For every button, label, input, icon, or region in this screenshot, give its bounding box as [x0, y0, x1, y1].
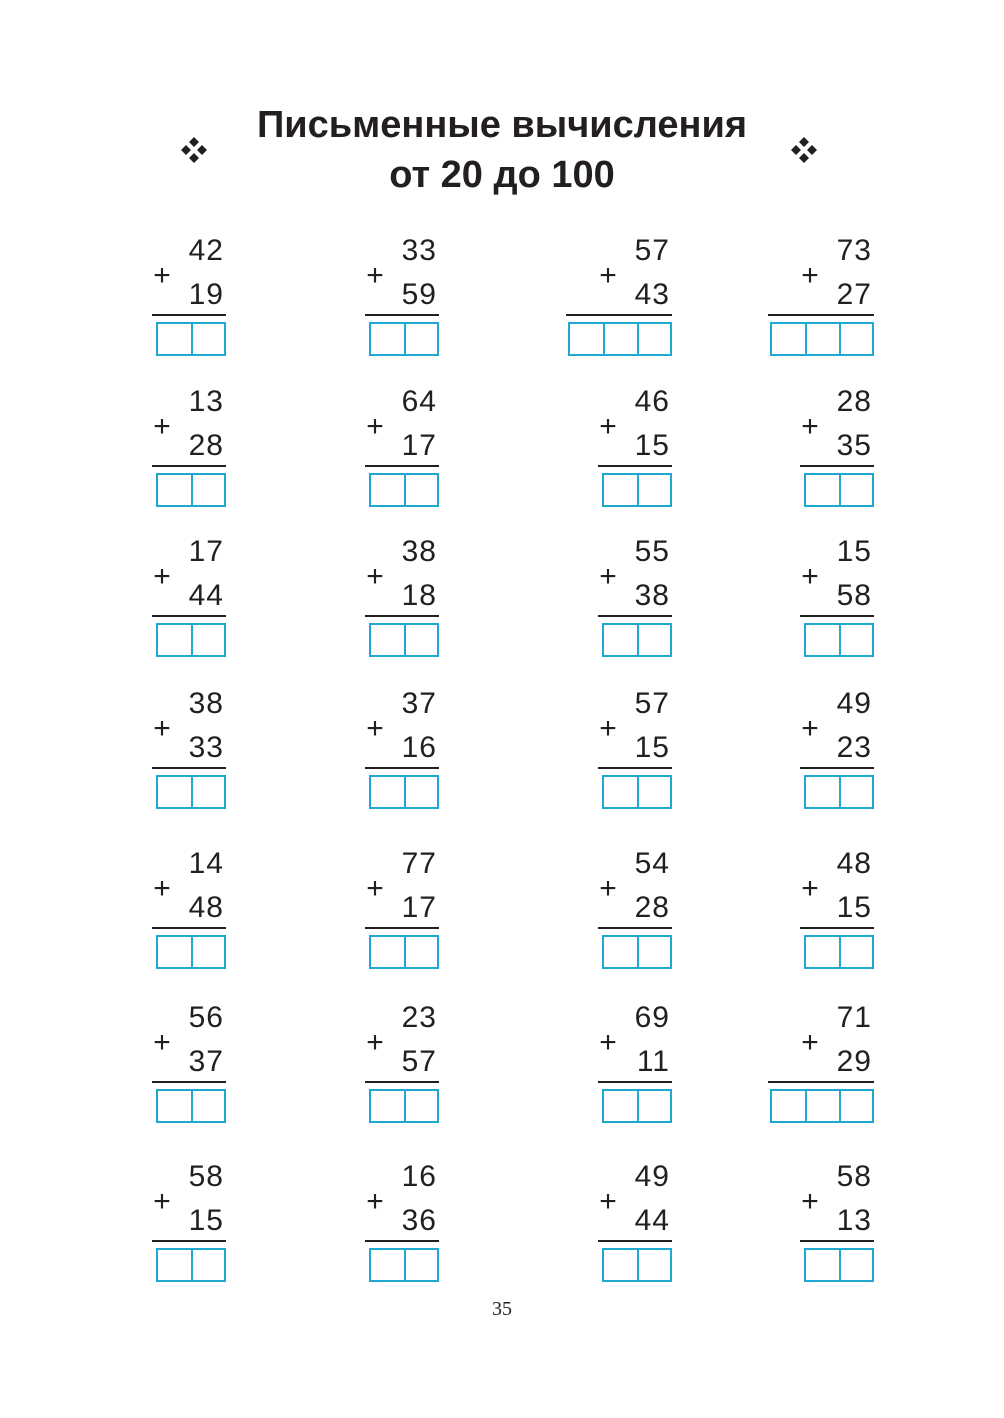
sum-line: [598, 615, 672, 617]
second-addend: 15: [634, 429, 670, 462]
second-addend: 15: [836, 891, 872, 924]
sum-line: [598, 465, 672, 467]
first-addend: 42: [188, 234, 224, 267]
first-addend: 14: [188, 847, 224, 880]
answer-digit-box[interactable]: [637, 1091, 670, 1121]
plus-sign: +: [599, 410, 617, 443]
sum-line: [152, 615, 226, 617]
sum-line: [800, 615, 874, 617]
answer-boxes[interactable]: [156, 473, 226, 507]
addition-problem: [598, 535, 758, 665]
answer-digit-box[interactable]: [158, 777, 191, 807]
plus-sign: +: [801, 1026, 819, 1059]
second-addend: 36: [401, 1204, 437, 1237]
sum-line: [566, 314, 672, 316]
answer-digit-box[interactable]: [158, 324, 191, 354]
second-addend: 28: [188, 429, 224, 462]
answer-digit-box[interactable]: [772, 1091, 805, 1121]
answer-digit-box[interactable]: [603, 324, 636, 354]
second-addend: 28: [634, 891, 670, 924]
second-addend: 15: [188, 1204, 224, 1237]
answer-boxes[interactable]: [804, 473, 874, 507]
answer-boxes[interactable]: [369, 322, 439, 356]
second-addend: 16: [401, 731, 437, 764]
answer-digit-box[interactable]: [570, 324, 603, 354]
sum-line: [365, 465, 439, 467]
answer-digit-box[interactable]: [604, 937, 637, 967]
first-addend: 64: [401, 385, 437, 418]
answer-digit-box[interactable]: [806, 777, 839, 807]
answer-digit-box[interactable]: [191, 1250, 224, 1280]
answer-boxes[interactable]: [156, 935, 226, 969]
second-addend: 43: [634, 278, 670, 311]
answer-digit-box[interactable]: [371, 324, 404, 354]
addition-problem: [365, 1001, 525, 1131]
addition-problem: [598, 687, 758, 817]
answer-digit-box[interactable]: [404, 777, 437, 807]
answer-digit-box[interactable]: [191, 475, 224, 505]
plus-sign: +: [153, 1026, 171, 1059]
answer-digit-box[interactable]: [839, 1250, 872, 1280]
second-addend: 44: [188, 579, 224, 612]
first-addend: 58: [188, 1160, 224, 1193]
plus-sign: +: [366, 1026, 384, 1059]
answer-digit-box[interactable]: [404, 475, 437, 505]
plus-sign: +: [153, 872, 171, 905]
addition-problem: [152, 1160, 312, 1290]
second-addend: 59: [401, 278, 437, 311]
answer-boxes[interactable]: [602, 935, 672, 969]
answer-digit-box[interactable]: [158, 1250, 191, 1280]
first-addend: 77: [401, 847, 437, 880]
answer-digit-box[interactable]: [604, 625, 637, 655]
answer-boxes[interactable]: [568, 322, 672, 356]
second-addend: 17: [401, 429, 437, 462]
plus-sign: +: [366, 259, 384, 292]
addition-problem: [365, 687, 525, 817]
plus-sign: +: [801, 872, 819, 905]
sum-line: [800, 465, 874, 467]
answer-boxes[interactable]: [156, 623, 226, 657]
second-addend: 57: [401, 1045, 437, 1078]
second-addend: 37: [188, 1045, 224, 1078]
second-addend: 48: [188, 891, 224, 924]
first-addend: 46: [634, 385, 670, 418]
answer-digit-box[interactable]: [604, 1250, 637, 1280]
first-addend: 58: [836, 1160, 872, 1193]
sum-line: [152, 1081, 226, 1083]
answer-boxes[interactable]: [369, 775, 439, 809]
plus-sign: +: [599, 872, 617, 905]
sum-line: [598, 767, 672, 769]
sum-line: [598, 927, 672, 929]
addition-problem: [800, 385, 960, 515]
answer-digit-box[interactable]: [404, 937, 437, 967]
answer-digit-box[interactable]: [371, 1091, 404, 1121]
plus-sign: +: [801, 1185, 819, 1218]
first-addend: 56: [188, 1001, 224, 1034]
answer-boxes[interactable]: [156, 775, 226, 809]
addition-problem: [598, 234, 758, 364]
answer-digit-box[interactable]: [839, 1091, 872, 1121]
addition-problem: [152, 687, 312, 817]
answer-boxes[interactable]: [770, 1089, 874, 1123]
second-addend: 18: [401, 579, 437, 612]
answer-digit-box[interactable]: [637, 1250, 670, 1280]
answer-boxes[interactable]: [369, 473, 439, 507]
answer-digit-box[interactable]: [637, 625, 670, 655]
addition-problem: [598, 1160, 758, 1290]
answer-digit-box[interactable]: [371, 937, 404, 967]
second-addend: 17: [401, 891, 437, 924]
answer-digit-box[interactable]: [191, 937, 224, 967]
answer-boxes[interactable]: [369, 935, 439, 969]
addition-problem: [800, 535, 960, 665]
addition-problem: [152, 1001, 312, 1131]
addition-problem: [800, 234, 960, 364]
answer-digit-box[interactable]: [158, 475, 191, 505]
sum-line: [152, 767, 226, 769]
sum-line: [365, 314, 439, 316]
answer-digit-box[interactable]: [806, 1250, 839, 1280]
plus-sign: +: [153, 259, 171, 292]
plus-sign: +: [366, 410, 384, 443]
second-addend: 38: [634, 579, 670, 612]
answer-boxes[interactable]: [602, 1089, 672, 1123]
second-addend: 11: [636, 1045, 670, 1078]
answer-digit-box[interactable]: [191, 625, 224, 655]
first-addend: 69: [634, 1001, 670, 1034]
first-addend: 54: [634, 847, 670, 880]
first-addend: 55: [634, 535, 670, 568]
second-addend: 23: [836, 731, 872, 764]
plus-sign: +: [599, 560, 617, 593]
second-addend: 27: [836, 278, 872, 311]
sum-line: [800, 767, 874, 769]
answer-digit-box[interactable]: [158, 625, 191, 655]
sum-line: [800, 927, 874, 929]
addition-problem: [598, 847, 758, 977]
answer-digit-box[interactable]: [604, 1091, 637, 1121]
answer-digit-box[interactable]: [604, 777, 637, 807]
addition-problem: [152, 535, 312, 665]
plus-sign: +: [153, 560, 171, 593]
second-addend: 13: [836, 1204, 872, 1237]
addition-problem: [152, 234, 312, 364]
answer-boxes[interactable]: [369, 1248, 439, 1282]
addition-problem: [365, 385, 525, 515]
plus-sign: +: [153, 1185, 171, 1218]
first-addend: 17: [188, 535, 224, 568]
answer-digit-box[interactable]: [404, 324, 437, 354]
addition-problem: [365, 234, 525, 364]
answer-digit-box[interactable]: [637, 937, 670, 967]
addition-problem: [365, 1160, 525, 1290]
first-addend: 57: [634, 687, 670, 720]
sum-line: [365, 927, 439, 929]
answer-digit-box[interactable]: [371, 625, 404, 655]
first-addend: 28: [836, 385, 872, 418]
plus-sign: +: [599, 1026, 617, 1059]
first-addend: 33: [401, 234, 437, 267]
sum-line: [598, 1081, 672, 1083]
sum-line: [152, 314, 226, 316]
answer-digit-box[interactable]: [839, 937, 872, 967]
answer-digit-box[interactable]: [404, 625, 437, 655]
plus-sign: +: [599, 1185, 617, 1218]
sum-line: [152, 1240, 226, 1242]
addition-problem: [365, 535, 525, 665]
sum-line: [768, 1081, 874, 1083]
sum-line: [768, 314, 874, 316]
addition-problem: [800, 847, 960, 977]
first-addend: 38: [401, 535, 437, 568]
answer-digit-box[interactable]: [191, 777, 224, 807]
answer-boxes[interactable]: [156, 1248, 226, 1282]
answer-digit-box[interactable]: [806, 937, 839, 967]
answer-boxes[interactable]: [602, 623, 672, 657]
answer-digit-box[interactable]: [839, 625, 872, 655]
addition-problem: [598, 1001, 758, 1131]
answer-boxes[interactable]: [156, 1089, 226, 1123]
plus-sign: +: [366, 712, 384, 745]
sum-line: [365, 615, 439, 617]
answer-digit-box[interactable]: [191, 1091, 224, 1121]
plus-sign: +: [366, 872, 384, 905]
answer-boxes[interactable]: [602, 473, 672, 507]
sum-line: [152, 927, 226, 929]
page-title-line-1: Письменные вычисления: [256, 104, 748, 146]
sum-line: [365, 767, 439, 769]
plus-sign: +: [366, 1185, 384, 1218]
plus-sign: +: [153, 410, 171, 443]
plus-sign: +: [153, 712, 171, 745]
answer-digit-box[interactable]: [637, 777, 670, 807]
answer-digit-box[interactable]: [604, 475, 637, 505]
answer-boxes[interactable]: [804, 935, 874, 969]
answer-boxes[interactable]: [602, 1248, 672, 1282]
addition-problem: [152, 385, 312, 515]
answer-boxes[interactable]: [369, 623, 439, 657]
answer-boxes[interactable]: [770, 322, 874, 356]
answer-boxes[interactable]: [369, 1089, 439, 1123]
answer-digit-box[interactable]: [637, 475, 670, 505]
answer-digit-box[interactable]: [805, 1091, 838, 1121]
answer-digit-box[interactable]: [806, 475, 839, 505]
answer-digit-box[interactable]: [371, 475, 404, 505]
answer-digit-box[interactable]: [805, 324, 838, 354]
answer-digit-box[interactable]: [371, 1250, 404, 1280]
answer-digit-box[interactable]: [772, 324, 805, 354]
second-addend: 29: [836, 1045, 872, 1078]
answer-digit-box[interactable]: [839, 475, 872, 505]
answer-boxes[interactable]: [804, 775, 874, 809]
page-title-line-2: от 20 до 100: [389, 154, 615, 196]
answer-digit-box[interactable]: [637, 324, 670, 354]
second-addend: 33: [188, 731, 224, 764]
plus-sign: +: [801, 712, 819, 745]
plus-sign: +: [801, 560, 819, 593]
addition-problem: [800, 1001, 960, 1131]
addition-problem: [598, 385, 758, 515]
first-addend: 38: [188, 687, 224, 720]
answer-digit-box[interactable]: [404, 1250, 437, 1280]
sum-line: [598, 1240, 672, 1242]
addition-problem: [800, 687, 960, 817]
answer-digit-box[interactable]: [158, 1091, 191, 1121]
first-addend: 23: [401, 1001, 437, 1034]
answer-boxes[interactable]: [156, 322, 226, 356]
sum-line: [365, 1081, 439, 1083]
sum-line: [365, 1240, 439, 1242]
plus-sign: +: [599, 259, 617, 292]
plus-sign: +: [801, 259, 819, 292]
answer-digit-box[interactable]: [404, 1091, 437, 1121]
second-addend: 44: [634, 1204, 670, 1237]
sum-line: [800, 1240, 874, 1242]
plus-sign: +: [801, 410, 819, 443]
addition-problem: [152, 847, 312, 977]
page-number: 35: [492, 1298, 512, 1320]
first-addend: 48: [836, 847, 872, 880]
first-addend: 57: [634, 234, 670, 267]
answer-boxes[interactable]: [804, 623, 874, 657]
first-addend: 15: [836, 535, 872, 568]
addition-problem: [365, 847, 525, 977]
addition-problem: [800, 1160, 960, 1290]
second-addend: 58: [836, 579, 872, 612]
first-addend: 37: [401, 687, 437, 720]
second-addend: 15: [634, 731, 670, 764]
answer-boxes[interactable]: [602, 775, 672, 809]
first-addend: 71: [836, 1001, 872, 1034]
first-addend: 13: [188, 385, 224, 418]
second-addend: 35: [836, 429, 872, 462]
first-addend: 49: [836, 687, 872, 720]
plus-sign: +: [599, 712, 617, 745]
answer-digit-box[interactable]: [839, 324, 872, 354]
answer-digit-box[interactable]: [158, 937, 191, 967]
first-addend: 73: [836, 234, 872, 267]
answer-digit-box[interactable]: [371, 777, 404, 807]
second-addend: 19: [188, 278, 224, 311]
answer-digit-box[interactable]: [839, 777, 872, 807]
first-addend: 49: [634, 1160, 670, 1193]
first-addend: 16: [401, 1160, 437, 1193]
plus-sign: +: [366, 560, 384, 593]
answer-digit-box[interactable]: [806, 625, 839, 655]
answer-digit-box[interactable]: [191, 324, 224, 354]
answer-boxes[interactable]: [804, 1248, 874, 1282]
sum-line: [152, 465, 226, 467]
